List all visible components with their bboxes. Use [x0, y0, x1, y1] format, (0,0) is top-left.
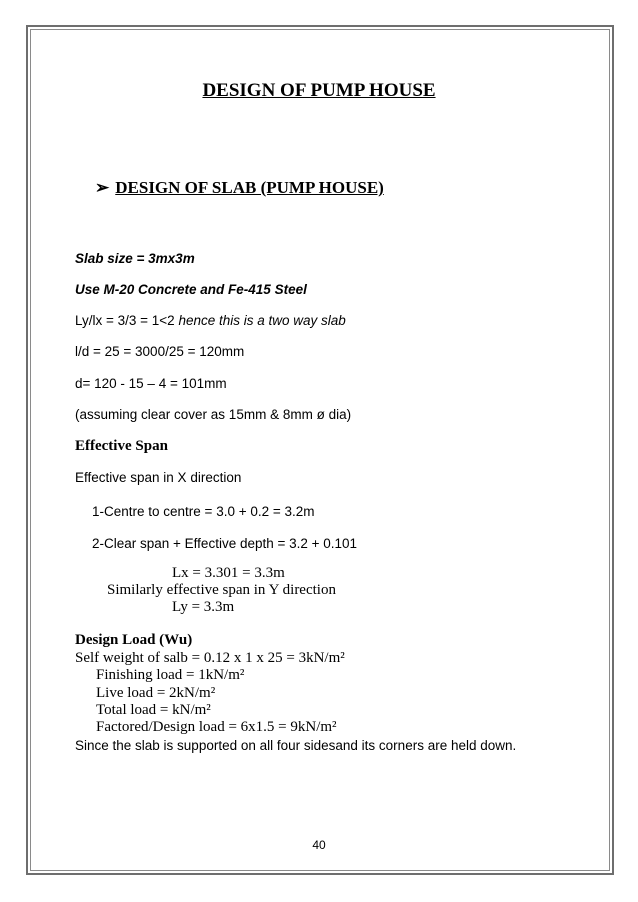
slab-size-line: Slab size = 3mx3m — [75, 251, 195, 266]
design-load-heading: Design Load (Wu) — [75, 632, 193, 648]
arrow-bullet-icon: ➢ — [95, 178, 110, 197]
conclusion-line: Since the slab is supported on all four sidesand its corners are held down. — [75, 738, 517, 753]
effective-span-x-line: Effective span in X direction — [75, 470, 242, 485]
page-title: DESIGN OF PUMP HOUSE — [202, 80, 436, 101]
ly-line: Ly = 3.3m — [172, 599, 235, 615]
page-number: 40 — [312, 838, 326, 852]
centre-to-centre-line: 1-Centre to centre = 3.0 + 0.2 = 3.2m — [92, 504, 315, 519]
section-heading-text: DESIGN OF SLAB (PUMP HOUSE) — [115, 178, 384, 197]
ratio-note: hence this is a two way slab — [178, 313, 346, 328]
ratio-line — [75, 313, 346, 328]
factored-load-line: Factored/Design load = 6x1.5 = 9kN/m² — [96, 719, 337, 735]
effective-span-heading: Effective Span — [75, 438, 168, 454]
similarly-line: Similarly effective span in Y direction — [107, 582, 336, 598]
lx-line: Lx = 3.301 = 3.3m — [172, 565, 285, 581]
assumption-line: (assuming clear cover as 15mm & 8mm ø dia) — [75, 407, 352, 422]
section-heading — [95, 178, 384, 198]
finishing-load-line: Finishing load = 1kN/m² — [96, 667, 245, 683]
total-load-line: Total load = kN/m² — [96, 702, 211, 718]
live-load-line: Live load = 2kN/m² — [96, 685, 216, 701]
self-weight-line: Self weight of salb = 0.12 x 1 x 25 = 3kN/m² — [75, 650, 345, 666]
d-line: d= 120 - 15 – 4 = 101mm — [75, 376, 227, 391]
ratio-value: Ly/lx = 3/3 = 1<2 — [75, 313, 179, 328]
materials-line: Use M-20 Concrete and Fe-415 Steel — [75, 282, 307, 297]
ld-line: l/d = 25 = 3000/25 = 120mm — [75, 344, 245, 359]
clear-span-line: 2-Clear span + Effective depth = 3.2 + 0.101 — [92, 536, 358, 551]
